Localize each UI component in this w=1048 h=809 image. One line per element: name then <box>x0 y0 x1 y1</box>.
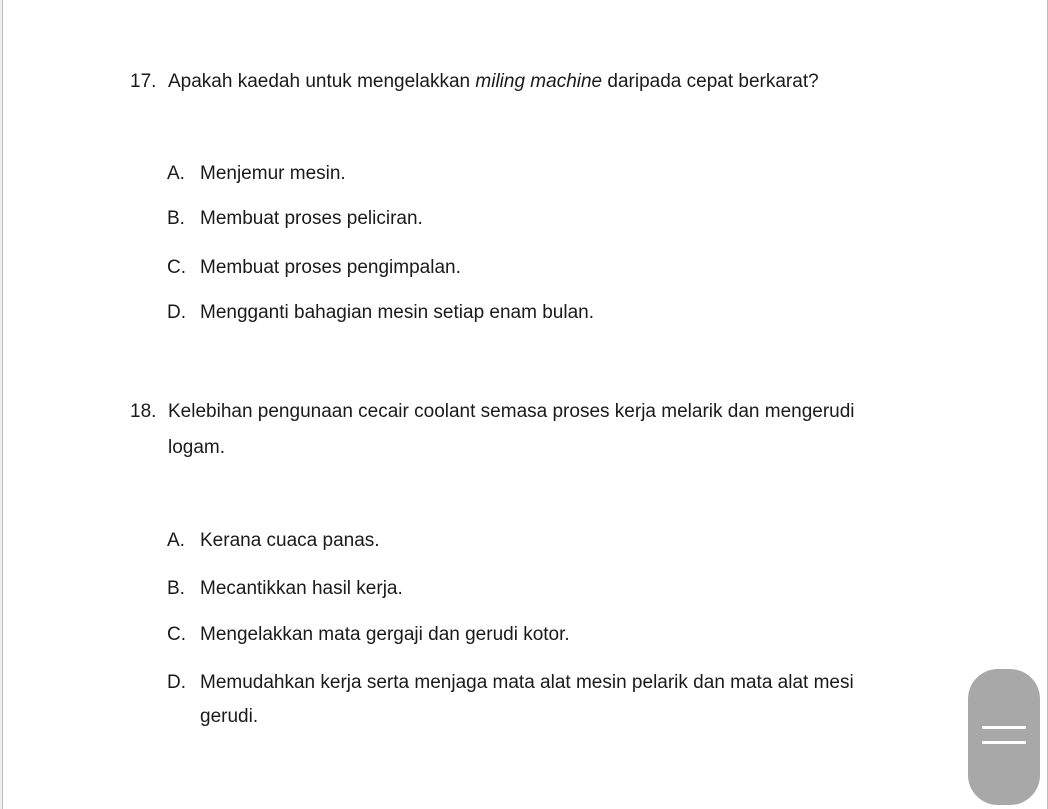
option-text: Membuat proses peliciran. <box>200 208 423 229</box>
option-text: Menjemur mesin. <box>200 163 346 184</box>
option-letter: C. <box>167 624 186 645</box>
option-text: Mengelakkan mata gergaji dan gerudi kotor. <box>200 624 570 645</box>
option-letter: C. <box>167 257 186 278</box>
scroll-handle[interactable] <box>968 669 1040 805</box>
question-text-line1: Kelebihan pengunaan cecair coolant semasa proses kerja melarik dan mengerudi <box>168 401 855 422</box>
option-letter: A. <box>167 530 185 551</box>
question-number: 17. <box>130 71 157 92</box>
option-text: Mecantikkan hasil kerja. <box>200 578 403 599</box>
question-number: 18. <box>130 401 157 422</box>
option-letter: D. <box>167 302 186 323</box>
document-page <box>2 0 1048 809</box>
option-letter: B. <box>167 578 185 599</box>
option-text-line2: gerudi. <box>200 706 259 727</box>
option-text-line1: Memudahkan kerja serta menjaga mata alat mesin pelarik dan mata alat mesi <box>200 672 854 693</box>
option-letter: B. <box>167 208 185 229</box>
option-letter: D. <box>167 672 186 693</box>
question-text-line2: logam. <box>168 437 226 458</box>
option-letter: A. <box>167 163 185 184</box>
option-text: Mengganti bahagian mesin setiap enam bulan. <box>200 302 594 323</box>
option-text: Kerana cuaca panas. <box>200 530 380 551</box>
question-text: Apakah kaedah untuk mengelakkan miling machine daripada cepat berkarat? <box>168 71 819 92</box>
option-text: Membuat proses pengimpalan. <box>200 257 461 278</box>
